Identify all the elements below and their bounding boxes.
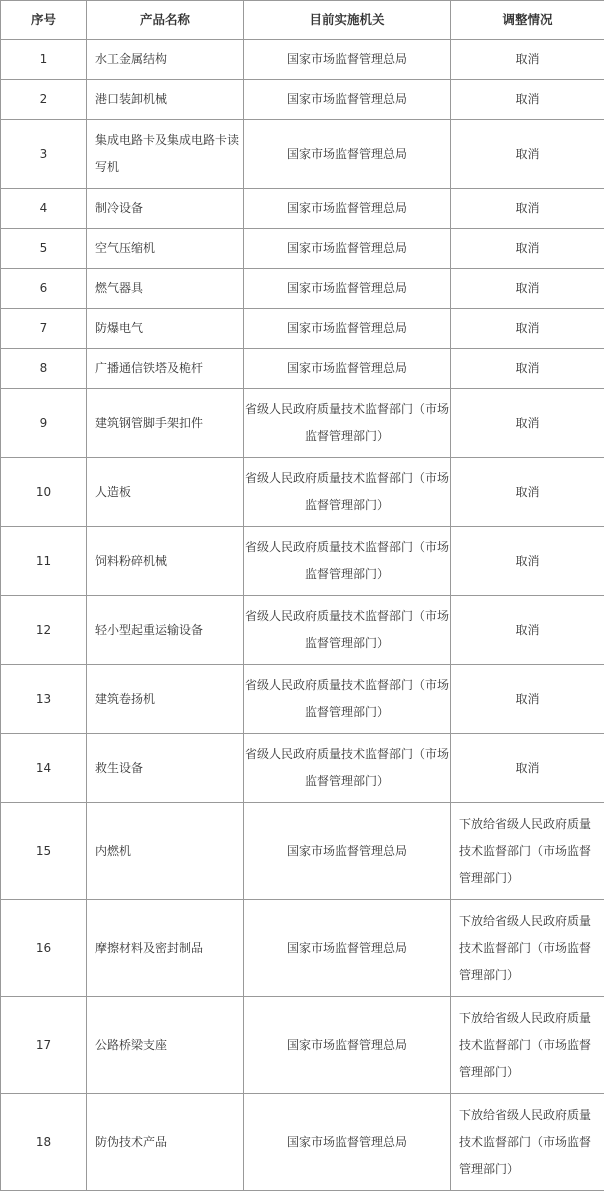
cell-no: 18 [1, 1094, 87, 1191]
cell-adjustment: 取消 [451, 527, 604, 596]
cell-adjustment: 取消 [451, 189, 604, 229]
cell-no: 13 [1, 665, 87, 734]
cell-product-name: 空气压缩机 [87, 229, 244, 269]
cell-authority: 国家市场监督管理总局 [244, 120, 451, 189]
cell-no: 11 [1, 527, 87, 596]
cell-product-name: 内燃机 [87, 803, 244, 900]
cell-authority: 国家市场监督管理总局 [244, 997, 451, 1094]
cell-adjustment: 取消 [451, 734, 604, 803]
cell-product-name: 集成电路卡及集成电路卡读写机 [87, 120, 244, 189]
cell-authority: 国家市场监督管理总局 [244, 80, 451, 120]
cell-adjustment: 取消 [451, 80, 604, 120]
cell-product-name: 摩擦材料及密封制品 [87, 900, 244, 997]
cell-product-name: 饲料粉碎机械 [87, 527, 244, 596]
cell-product-name: 燃气器具 [87, 269, 244, 309]
cell-adjustment: 取消 [451, 596, 604, 665]
cell-adjustment: 下放给省级人民政府质量技术监督部门（市场监督管理部门） [451, 1094, 604, 1191]
cell-authority: 国家市场监督管理总局 [244, 803, 451, 900]
cell-product-name: 建筑卷扬机 [87, 665, 244, 734]
cell-no: 5 [1, 229, 87, 269]
table-row [1, 309, 604, 349]
cell-no: 17 [1, 997, 87, 1094]
cell-no: 2 [1, 80, 87, 120]
cell-no: 6 [1, 269, 87, 309]
cell-product-name: 广播通信铁塔及桅杆 [87, 349, 244, 389]
header-no: 序号 [1, 1, 87, 40]
cell-product-name: 水工金属结构 [87, 40, 244, 80]
cell-adjustment: 取消 [451, 40, 604, 80]
cell-no: 10 [1, 458, 87, 527]
cell-no: 3 [1, 120, 87, 189]
cell-authority: 省级人民政府质量技术监督部门（市场监督管理部门） [244, 596, 451, 665]
table-row [1, 269, 604, 309]
header-adjustment: 调整情况 [451, 1, 604, 40]
cell-adjustment: 取消 [451, 389, 604, 458]
cell-authority: 省级人民政府质量技术监督部门（市场监督管理部门） [244, 665, 451, 734]
cell-no: 4 [1, 189, 87, 229]
cell-adjustment: 取消 [451, 229, 604, 269]
cell-no: 12 [1, 596, 87, 665]
cell-no: 15 [1, 803, 87, 900]
cell-product-name: 防伪技术产品 [87, 1094, 244, 1191]
cell-authority: 省级人民政府质量技术监督部门（市场监督管理部门） [244, 389, 451, 458]
cell-adjustment: 下放给省级人民政府质量技术监督部门（市场监督管理部门） [451, 803, 604, 900]
cell-authority: 省级人民政府质量技术监督部门（市场监督管理部门） [244, 527, 451, 596]
table-row [1, 458, 604, 527]
cell-authority: 国家市场监督管理总局 [244, 269, 451, 309]
table-row [1, 120, 604, 189]
cell-adjustment: 取消 [451, 120, 604, 189]
table-row [1, 349, 604, 389]
header-product-name: 产品名称 [87, 1, 244, 40]
cell-adjustment: 取消 [451, 458, 604, 527]
cell-adjustment: 取消 [451, 665, 604, 734]
table-row [1, 900, 604, 997]
cell-product-name: 人造板 [87, 458, 244, 527]
table-row [1, 80, 604, 120]
cell-authority: 省级人民政府质量技术监督部门（市场监督管理部门） [244, 458, 451, 527]
table-row [1, 665, 604, 734]
cell-no: 8 [1, 349, 87, 389]
cell-authority: 国家市场监督管理总局 [244, 1094, 451, 1191]
cell-authority: 国家市场监督管理总局 [244, 229, 451, 269]
table-row [1, 229, 604, 269]
table-row [1, 189, 604, 229]
table-row [1, 734, 604, 803]
cell-product-name: 救生设备 [87, 734, 244, 803]
cell-no: 7 [1, 309, 87, 349]
cell-product-name: 防爆电气 [87, 309, 244, 349]
cell-product-name: 港口装卸机械 [87, 80, 244, 120]
cell-product-name: 轻小型起重运输设备 [87, 596, 244, 665]
cell-authority: 省级人民政府质量技术监督部门（市场监督管理部门） [244, 734, 451, 803]
cell-authority: 国家市场监督管理总局 [244, 900, 451, 997]
cell-authority: 国家市场监督管理总局 [244, 40, 451, 80]
cell-adjustment: 取消 [451, 309, 604, 349]
cell-adjustment: 下放给省级人民政府质量技术监督部门（市场监督管理部门） [451, 900, 604, 997]
cell-product-name: 制冷设备 [87, 189, 244, 229]
table-row [1, 803, 604, 900]
header-current-authority: 目前实施机关 [244, 1, 451, 40]
table-row [1, 1094, 604, 1191]
cell-adjustment: 下放给省级人民政府质量技术监督部门（市场监督管理部门） [451, 997, 604, 1094]
cell-product-name: 建筑钢管脚手架扣件 [87, 389, 244, 458]
cell-product-name: 公路桥梁支座 [87, 997, 244, 1094]
cell-no: 14 [1, 734, 87, 803]
table-row [1, 997, 604, 1094]
table-row [1, 527, 604, 596]
table-row [1, 596, 604, 665]
cell-adjustment: 取消 [451, 349, 604, 389]
cell-no: 16 [1, 900, 87, 997]
table-header-row [1, 1, 604, 40]
table-row [1, 389, 604, 458]
cell-no: 1 [1, 40, 87, 80]
cell-authority: 国家市场监督管理总局 [244, 349, 451, 389]
table-row [1, 40, 604, 80]
cell-authority: 国家市场监督管理总局 [244, 309, 451, 349]
cell-no: 9 [1, 389, 87, 458]
cell-authority: 国家市场监督管理总局 [244, 189, 451, 229]
cell-adjustment: 取消 [451, 269, 604, 309]
